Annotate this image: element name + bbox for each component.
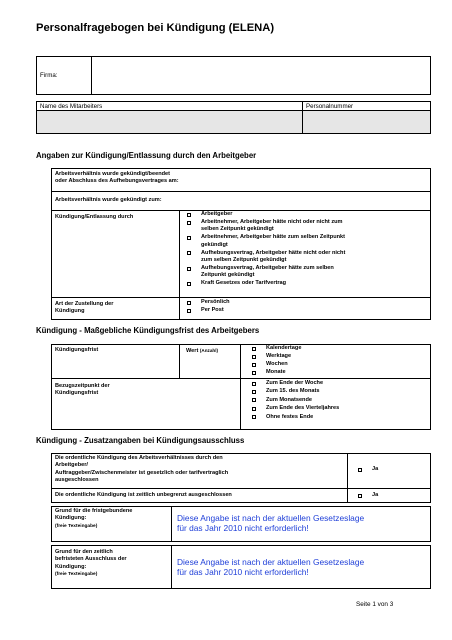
grund2-label: Grund für den zeitlich befristeten Ausschluss der Kündigung: (freie Texteingabe) — [55, 549, 127, 578]
checkbox-icon[interactable] — [252, 363, 256, 367]
option-label: Monate — [266, 369, 286, 375]
checkbox-icon[interactable] — [252, 355, 256, 359]
checkbox-icon[interactable] — [252, 371, 256, 375]
page-footer: Seite 1 von 3 — [356, 601, 394, 608]
bezug-label: Bezugszeitpunkt der Kündigungsfrist — [55, 383, 110, 397]
checkbox-icon[interactable] — [252, 407, 256, 411]
employee-name-label: Name des Mitarbeiters — [40, 102, 103, 110]
checkbox-icon[interactable] — [187, 301, 191, 305]
checkbox-icon[interactable] — [252, 347, 256, 351]
section1-row2-label: Arbeitsverhältnis wurde gekündigt zum: — [55, 197, 162, 203]
firma-label: Firma: — [40, 72, 58, 79]
ja-option-1[interactable]: Ja — [358, 466, 378, 475]
checkbox-icon[interactable] — [252, 415, 256, 419]
option-label: Aufhebungsvertrag, Arbeitgeber hätte zum selben Zeitpunkt gekündigt — [201, 265, 334, 279]
option-label: Persönlich — [201, 299, 230, 305]
option-label: Zum Ende des Vierteljahres — [266, 405, 340, 412]
option-label: Kraft Gesetzes oder Tarifvertrag — [201, 280, 287, 287]
option-label: Zum Monatsende — [266, 396, 312, 403]
section1-heading: Angaben zur Kündigung/Entlassung durch den Arbeitgeber — [36, 151, 257, 160]
option-label: Arbeitnehmer, Arbeitgeber hätte nicht oder nicht zum selben Zeitpunkt gekündigt — [201, 219, 343, 233]
option-label: Ohne festes Ende — [266, 413, 314, 420]
wert-label: Wert (Anzahl) — [186, 348, 219, 354]
option-item[interactable] — [252, 369, 286, 378]
checkbox-icon[interactable] — [252, 398, 256, 402]
checkbox-icon[interactable] — [187, 236, 191, 240]
checkbox-icon[interactable] — [252, 382, 256, 386]
employee-number-label: Personalnummer — [306, 102, 354, 110]
option-label: Aufhebungsvertrag, Arbeitgeber hätte nicht oder nicht zum selben Zeitpunkt gekündigt — [201, 249, 346, 263]
checkbox-icon[interactable] — [187, 221, 191, 225]
section2-heading: Kündigung - Maßgebliche Kündigungsfrist des Arbeitgebers — [36, 326, 260, 335]
kuendigung-label: Kündigung/Entlassung durch — [55, 214, 134, 220]
section3-heading: Kündigung - Zusatzangaben bei Kündigungsausschluss — [36, 436, 245, 445]
option-label: Kalendertage — [266, 345, 302, 351]
checkbox-icon[interactable] — [187, 282, 191, 286]
grund1-label: Grund für die fristgebundene Kündigung: (freie Texteingabe) — [55, 508, 133, 529]
option-item[interactable] — [252, 414, 313, 423]
checkbox-icon[interactable] — [358, 468, 362, 472]
grund2-notice: Diese Angabe ist nach der aktuellen Gesetzeslage für das Jahr 2010 nicht erforderlich! — [177, 557, 365, 578]
checkbox-icon[interactable] — [187, 309, 191, 313]
zustellung-label: Art der Zustellung der Kündigung — [55, 301, 114, 315]
option-label: Werktage — [266, 353, 292, 359]
page-title: Personalfragebogen bei Kündigung (ELENA) — [36, 22, 275, 34]
option-label: Per Post — [201, 307, 224, 313]
grund1-notice: Diese Angabe ist nach der aktuellen Gesetzeslage für das Jahr 2010 nicht erforderlich! — [177, 513, 365, 534]
section3-row2-label: Die ordentliche Kündigung ist zeitlich unbegrenzt ausgeschlossen — [55, 492, 232, 498]
option-label: Zum Ende der Woche — [266, 380, 324, 386]
option-label: Arbeitgeber — [201, 211, 233, 217]
option-item[interactable] — [187, 250, 345, 264]
ja-option-2[interactable]: Ja — [358, 492, 378, 501]
checkbox-icon[interactable] — [252, 390, 256, 394]
section3-row1-label: Die ordentliche Kündigung des Arbeitsverhältnisses durch den Arbeitgeber/ Auftraggeber/Zwischenmeister ist gesetzlich oder tarifvertraglich ausgeschlossen — [55, 455, 229, 484]
checkbox-icon[interactable] — [358, 494, 362, 498]
option-label: Zum 15. des Monats — [266, 388, 320, 395]
section1-row1-label: Arbeitsverhältnis wurde gekündigt/beendet oder Abschluss des Aufhebungsvertrages am: — [55, 171, 179, 185]
option-item[interactable] — [187, 265, 334, 279]
frist-label: Kündigungsfrist — [55, 347, 99, 353]
checkbox-icon[interactable] — [187, 267, 191, 271]
option-item[interactable] — [187, 219, 343, 233]
option-item[interactable] — [187, 307, 224, 316]
option-label: Arbeitnehmer, Arbeitgeber hätte zum selben Zeitpunkt gekündigt — [201, 234, 346, 248]
option-label: Wochen — [266, 361, 288, 367]
checkbox-icon[interactable] — [187, 251, 191, 255]
checkbox-icon[interactable] — [187, 213, 191, 217]
option-item[interactable] — [187, 280, 286, 289]
option-item[interactable] — [187, 234, 345, 248]
employee-input-area[interactable] — [37, 111, 430, 133]
firma-input[interactable] — [92, 57, 430, 94]
